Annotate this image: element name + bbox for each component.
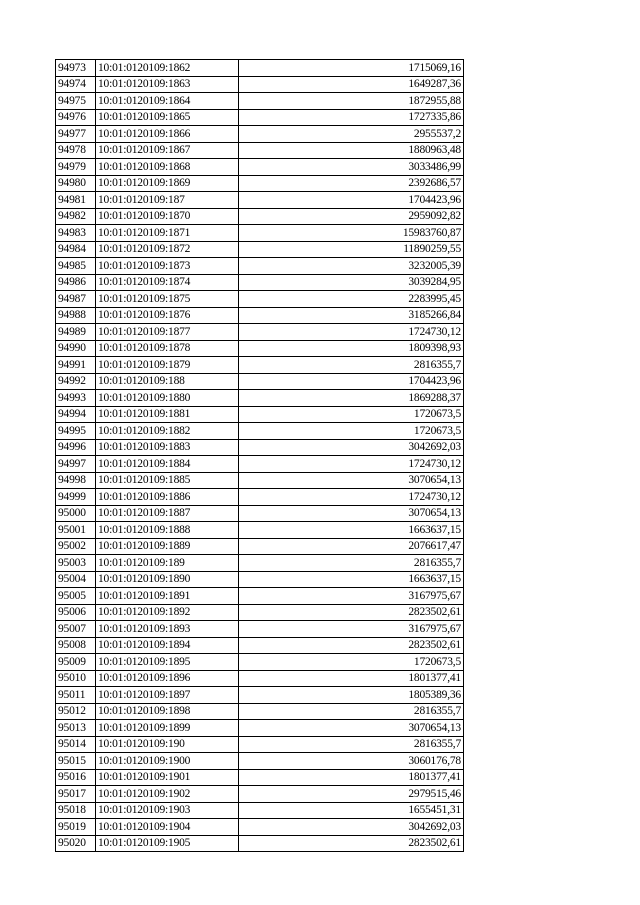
row-number-cell: 94985 <box>56 258 96 275</box>
row-number-cell: 95012 <box>56 703 96 720</box>
row-number-cell: 95004 <box>56 571 96 588</box>
table-row <box>56 538 464 555</box>
table-row <box>56 769 464 786</box>
table-row <box>56 439 464 456</box>
table-row <box>56 208 464 225</box>
row-number-cell: 95008 <box>56 637 96 654</box>
row-number-cell: 94987 <box>56 291 96 308</box>
cadastral-value-cell: 1880963,48 <box>239 142 464 159</box>
cadastral-number-cell: 10:01:0120109:1890 <box>96 571 239 588</box>
cadastral-value-cell: 1720673,5 <box>239 406 464 423</box>
cadastral-value-cell: 3070654,13 <box>239 472 464 489</box>
row-number-cell: 94983 <box>56 225 96 242</box>
cadastral-number-cell: 10:01:0120109:1882 <box>96 423 239 440</box>
cadastral-value-cell: 3042692,03 <box>239 439 464 456</box>
cadastral-value-cell: 1655451,31 <box>239 802 464 819</box>
cadastral-number-cell: 10:01:0120109:1880 <box>96 390 239 407</box>
cadastral-number-cell: 10:01:0120109:1887 <box>96 505 239 522</box>
row-number-cell: 95011 <box>56 687 96 704</box>
cadastral-value-cell: 2392686,57 <box>239 175 464 192</box>
cadastral-value-cell: 1704423,96 <box>239 373 464 390</box>
table-row <box>56 76 464 93</box>
cadastral-number-cell: 10:01:0120109:1900 <box>96 753 239 770</box>
cadastral-number-cell: 10:01:0120109:1873 <box>96 258 239 275</box>
cadastral-number-cell: 10:01:0120109:1891 <box>96 588 239 605</box>
table-row <box>56 720 464 737</box>
table-row <box>56 819 464 836</box>
cadastral-number-cell: 10:01:0120109:1889 <box>96 538 239 555</box>
cadastral-number-cell: 10:01:0120109:1896 <box>96 670 239 687</box>
row-number-cell: 95014 <box>56 736 96 753</box>
row-number-cell: 94976 <box>56 109 96 126</box>
row-number-cell: 94994 <box>56 406 96 423</box>
cadastral-value-cell: 2076617,47 <box>239 538 464 555</box>
row-number-cell: 94990 <box>56 340 96 357</box>
cadastral-number-cell: 10:01:0120109:1863 <box>96 76 239 93</box>
cadastral-value-cell: 1720673,5 <box>239 654 464 671</box>
cadastral-number-cell: 10:01:0120109:1869 <box>96 175 239 192</box>
table-row <box>56 423 464 440</box>
row-number-cell: 95015 <box>56 753 96 770</box>
cadastral-value-cell: 2816355,7 <box>239 703 464 720</box>
row-number-cell: 95016 <box>56 769 96 786</box>
row-number-cell: 95017 <box>56 786 96 803</box>
cadastral-value-cell: 2823502,61 <box>239 835 464 852</box>
cadastral-number-cell: 10:01:0120109:1902 <box>96 786 239 803</box>
cadastral-number-cell: 10:01:0120109:1881 <box>96 406 239 423</box>
row-number-cell: 94974 <box>56 76 96 93</box>
table-row <box>56 670 464 687</box>
cadastral-number-cell: 10:01:0120109:1871 <box>96 225 239 242</box>
table-row <box>56 307 464 324</box>
cadastral-number-cell: 10:01:0120109:1879 <box>96 357 239 374</box>
table-row <box>56 324 464 341</box>
row-number-cell: 94984 <box>56 241 96 258</box>
table-row <box>56 637 464 654</box>
cadastral-number-cell: 10:01:0120109:1865 <box>96 109 239 126</box>
cadastral-number-cell: 10:01:0120109:1872 <box>96 241 239 258</box>
cadastral-number-cell: 10:01:0120109:1875 <box>96 291 239 308</box>
row-number-cell: 95013 <box>56 720 96 737</box>
cadastral-value-cell: 11890259,55 <box>239 241 464 258</box>
cadastral-value-cell: 1809398,93 <box>239 340 464 357</box>
cadastral-value-cell: 2283995,45 <box>239 291 464 308</box>
table-row <box>56 291 464 308</box>
table-row <box>56 588 464 605</box>
cadastral-value-cell: 1724730,12 <box>239 324 464 341</box>
cadastral-number-cell: 10:01:0120109:1893 <box>96 621 239 638</box>
cadastral-value-cell: 15983760,87 <box>239 225 464 242</box>
cadastral-value-cell: 2816355,7 <box>239 555 464 572</box>
table-row <box>56 703 464 720</box>
cadastral-value-cell: 3033486,99 <box>239 159 464 176</box>
table-row <box>56 753 464 770</box>
cadastral-number-cell: 10:01:0120109:1885 <box>96 472 239 489</box>
table-row <box>56 390 464 407</box>
cadastral-number-cell: 10:01:0120109:1883 <box>96 439 239 456</box>
cadastral-value-cell: 1704423,96 <box>239 192 464 209</box>
cadastral-number-cell: 10:01:0120109:190 <box>96 736 239 753</box>
cadastral-value-cell: 3185266,84 <box>239 307 464 324</box>
cadastral-number-cell: 10:01:0120109:1888 <box>96 522 239 539</box>
cadastral-number-cell: 10:01:0120109:1892 <box>96 604 239 621</box>
cadastral-number-cell: 10:01:0120109:1894 <box>96 637 239 654</box>
cadastral-number-cell: 10:01:0120109:1867 <box>96 142 239 159</box>
row-number-cell: 94981 <box>56 192 96 209</box>
cadastral-number-cell: 10:01:0120109:1874 <box>96 274 239 291</box>
table-row <box>56 159 464 176</box>
table-row <box>56 241 464 258</box>
table-row <box>56 571 464 588</box>
table-row <box>56 93 464 110</box>
row-number-cell: 95019 <box>56 819 96 836</box>
cadastral-number-cell: 10:01:0120109:1884 <box>96 456 239 473</box>
row-number-cell: 94988 <box>56 307 96 324</box>
cadastral-value-cell: 1869288,37 <box>239 390 464 407</box>
cadastral-value-cell: 3232005,39 <box>239 258 464 275</box>
row-number-cell: 94991 <box>56 357 96 374</box>
row-number-cell: 94989 <box>56 324 96 341</box>
cadastral-value-cell: 3042692,03 <box>239 819 464 836</box>
table-row <box>56 192 464 209</box>
cadastral-value-cell: 2959092,82 <box>239 208 464 225</box>
cadastral-value-cell: 3167975,67 <box>239 588 464 605</box>
row-number-cell: 95003 <box>56 555 96 572</box>
cadastral-value-cell: 2979515,46 <box>239 786 464 803</box>
cadastral-number-cell: 10:01:0120109:1903 <box>96 802 239 819</box>
row-number-cell: 94973 <box>56 60 96 77</box>
cadastral-number-cell: 10:01:0120109:1878 <box>96 340 239 357</box>
row-number-cell: 95020 <box>56 835 96 852</box>
cadastral-value-cell: 2816355,7 <box>239 736 464 753</box>
table-row <box>56 472 464 489</box>
row-number-cell: 95002 <box>56 538 96 555</box>
row-number-cell: 94978 <box>56 142 96 159</box>
cadastral-value-cell: 3060176,78 <box>239 753 464 770</box>
table-row <box>56 175 464 192</box>
cadastral-value-cell: 1720673,5 <box>239 423 464 440</box>
cadastral-number-cell: 10:01:0120109:1901 <box>96 769 239 786</box>
table-row <box>56 621 464 638</box>
cadastral-value-cell: 1715069,16 <box>239 60 464 77</box>
table-row <box>56 126 464 143</box>
table-row <box>56 60 464 77</box>
table-row <box>56 786 464 803</box>
cadastral-value-cell: 1805389,36 <box>239 687 464 704</box>
cadastral-value-cell: 1724730,12 <box>239 456 464 473</box>
table-row <box>56 505 464 522</box>
cadastral-number-cell: 10:01:0120109:1870 <box>96 208 239 225</box>
row-number-cell: 95005 <box>56 588 96 605</box>
table-row <box>56 835 464 852</box>
table-row <box>56 555 464 572</box>
cadastral-number-cell: 10:01:0120109:189 <box>96 555 239 572</box>
cadastral-value-cell: 2816355,7 <box>239 357 464 374</box>
table-row <box>56 109 464 126</box>
cadastral-number-cell: 10:01:0120109:188 <box>96 373 239 390</box>
row-number-cell: 95009 <box>56 654 96 671</box>
cadastral-number-cell: 10:01:0120109:1899 <box>96 720 239 737</box>
row-number-cell: 95000 <box>56 505 96 522</box>
table-row <box>56 489 464 506</box>
table-row <box>56 406 464 423</box>
row-number-cell: 94982 <box>56 208 96 225</box>
row-number-cell: 94980 <box>56 175 96 192</box>
row-number-cell: 94979 <box>56 159 96 176</box>
table-row <box>56 687 464 704</box>
cadastral-number-cell: 10:01:0120109:1905 <box>96 835 239 852</box>
cadastral-value-cell: 1724730,12 <box>239 489 464 506</box>
cadastral-value-cell: 1801377,41 <box>239 769 464 786</box>
row-number-cell: 94975 <box>56 93 96 110</box>
table-row <box>56 736 464 753</box>
table-row <box>56 802 464 819</box>
table-row <box>56 225 464 242</box>
cadastral-value-cell: 2823502,61 <box>239 637 464 654</box>
cadastral-number-cell: 10:01:0120109:1877 <box>96 324 239 341</box>
row-number-cell: 95010 <box>56 670 96 687</box>
row-number-cell: 94999 <box>56 489 96 506</box>
cadastral-value-cell: 1663637,15 <box>239 522 464 539</box>
cadastral-number-cell: 10:01:0120109:1886 <box>96 489 239 506</box>
cadastral-number-cell: 10:01:0120109:1862 <box>96 60 239 77</box>
row-number-cell: 94997 <box>56 456 96 473</box>
table-row <box>56 340 464 357</box>
row-number-cell: 94986 <box>56 274 96 291</box>
cadastral-value-cell: 3167975,67 <box>239 621 464 638</box>
cadastral-number-cell: 10:01:0120109:1898 <box>96 703 239 720</box>
table-body <box>56 60 464 852</box>
cadastral-number-cell: 10:01:0120109:1866 <box>96 126 239 143</box>
table-row <box>56 274 464 291</box>
cadastral-number-cell: 10:01:0120109:1897 <box>96 687 239 704</box>
cadastral-number-cell: 10:01:0120109:1895 <box>96 654 239 671</box>
row-number-cell: 95006 <box>56 604 96 621</box>
row-number-cell: 94993 <box>56 390 96 407</box>
row-number-cell: 94995 <box>56 423 96 440</box>
cadastral-number-cell: 10:01:0120109:187 <box>96 192 239 209</box>
table-row <box>56 258 464 275</box>
cadastral-number-cell: 10:01:0120109:1904 <box>96 819 239 836</box>
table-row <box>56 456 464 473</box>
row-number-cell: 95001 <box>56 522 96 539</box>
cadastral-value-cell: 2955537,2 <box>239 126 464 143</box>
cadastral-value-table <box>55 59 464 852</box>
cadastral-number-cell: 10:01:0120109:1864 <box>96 93 239 110</box>
row-number-cell: 94996 <box>56 439 96 456</box>
row-number-cell: 95018 <box>56 802 96 819</box>
cadastral-value-cell: 3070654,13 <box>239 720 464 737</box>
cadastral-value-cell: 1801377,41 <box>239 670 464 687</box>
table-row <box>56 654 464 671</box>
table-row <box>56 373 464 390</box>
cadastral-value-cell: 3039284,95 <box>239 274 464 291</box>
cadastral-value-cell: 1727335,86 <box>239 109 464 126</box>
row-number-cell: 94998 <box>56 472 96 489</box>
table-row <box>56 142 464 159</box>
cadastral-value-cell: 1872955,88 <box>239 93 464 110</box>
table-row <box>56 357 464 374</box>
cadastral-value-cell: 1663637,15 <box>239 571 464 588</box>
table-row <box>56 604 464 621</box>
row-number-cell: 94977 <box>56 126 96 143</box>
cadastral-number-cell: 10:01:0120109:1868 <box>96 159 239 176</box>
row-number-cell: 94992 <box>56 373 96 390</box>
cadastral-value-cell: 3070654,13 <box>239 505 464 522</box>
cadastral-number-cell: 10:01:0120109:1876 <box>96 307 239 324</box>
row-number-cell: 95007 <box>56 621 96 638</box>
table-row <box>56 522 464 539</box>
cadastral-value-cell: 2823502,61 <box>239 604 464 621</box>
cadastral-value-cell: 1649287,36 <box>239 76 464 93</box>
